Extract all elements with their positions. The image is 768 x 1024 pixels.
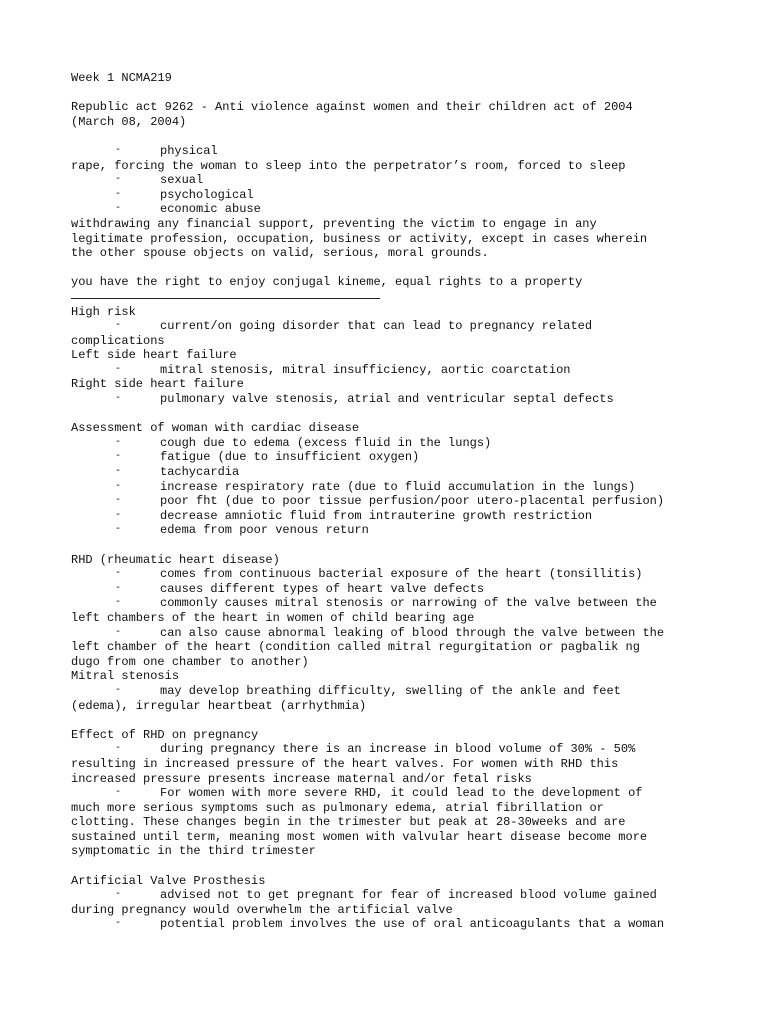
paragraph: rape, forcing the woman to sleep into the perpetrator’s room, forced to sleep — [71, 158, 626, 173]
paragraph: the other spouse objects on valid, serious, moral grounds. — [71, 246, 489, 261]
list-item: - tachycardia — [115, 465, 240, 480]
list-item: - poor fht (due to poor tissue perfusion/poor utero-placental perfusion) — [115, 494, 665, 509]
subsection-title: Left side heart failure — [71, 348, 237, 363]
paragraph: complications — [71, 333, 165, 348]
bullet-icon: - — [115, 466, 122, 478]
subsection-title: Mitral stenosis — [71, 669, 180, 684]
section-title: RHD (rheumatic heart disease) — [71, 552, 280, 567]
bullet-icon: - — [115, 918, 122, 930]
paragraph: clotting. These changes begin in the trimester but peak at 28-30weeks and are — [71, 815, 626, 830]
section-title: Assessment of woman with cardiac disease — [71, 421, 360, 436]
paragraph: resulting in increased pressure of the heart valves. For women with RHD this — [71, 756, 619, 771]
list-item: - increase respiratory rate (due to fluid accumulation in the lungs) — [115, 479, 636, 494]
paragraph: much more serious symptoms such as pulmonary edema, atrial fibrillation or — [71, 800, 604, 815]
bullet-icon: - — [115, 174, 122, 186]
bullet-icon: - — [115, 436, 122, 448]
bullet-icon: - — [115, 626, 122, 638]
rights-note: you have the right to enjoy conjugal kineme, equal rights to a property — [71, 275, 583, 290]
list-item: - mitral stenosis, mitral insufficiency, aortic coarctation — [115, 362, 571, 377]
paragraph: during pregnancy would overwhelm the artificial valve — [71, 902, 453, 917]
bullet-icon: - — [115, 480, 122, 492]
paragraph: left chambers of the heart in women of child bearing age — [71, 610, 475, 625]
law-title: Republic act 9262 - Anti violence against women and their children act of 2004 — [71, 100, 633, 115]
list-item: - potential problem involves the use of oral anticoagulants that a woman — [115, 917, 665, 932]
list-item: - psychological — [115, 187, 254, 202]
paragraph: legitimate profession, occupation, business or activity, except in cases wherein — [71, 231, 648, 246]
paragraph: symptomatic in the third trimester — [71, 844, 316, 859]
list-item: - edema from poor venous return — [115, 523, 369, 538]
list-item: - economic abuse — [115, 202, 261, 217]
bullet-icon: - — [115, 188, 122, 200]
bullet-icon: - — [115, 144, 122, 156]
bullet-icon: - — [115, 889, 122, 901]
bullet-icon: - — [115, 597, 122, 609]
bullet-icon: - — [115, 320, 122, 332]
law-date: (March 08, 2004) — [71, 114, 187, 129]
section-title: Effect of RHD on pregnancy — [71, 727, 259, 742]
list-item: - causes different types of heart valve defects — [115, 581, 485, 596]
bullet-icon: - — [115, 495, 122, 507]
document-body — [71, 71, 711, 932]
list-item: - comes from continuous bacterial exposure of the heart (tonsillitis) — [115, 567, 643, 582]
bullet-icon: - — [115, 582, 122, 594]
bullet-icon: - — [115, 393, 122, 405]
list-item: - pulmonary valve stenosis, atrial and ventricular septal defects — [115, 392, 614, 407]
section-title: High risk — [71, 304, 136, 319]
list-item: - fatigue (due to insufficient oxygen) — [115, 450, 420, 465]
list-item: - current/on going disorder that can lead to pregnancy related — [115, 319, 593, 334]
list-item: - may develop breathing difficulty, swelling of the ankle and feet — [115, 683, 621, 698]
list-item: - during pregnancy there is an increase in blood volume of 30% - 50% — [115, 742, 636, 757]
bullet-icon: - — [115, 524, 122, 536]
list-item: - physical — [115, 143, 218, 158]
list-item: - cough due to edema (excess fluid in the lungs) — [115, 435, 492, 450]
list-item: - commonly causes mitral stenosis or narrowing of the valve between the — [115, 596, 657, 611]
paragraph: left chamber of the heart (condition called mitral regurgitation or pagbalik ng — [71, 640, 640, 655]
bullet-icon: - — [115, 451, 122, 463]
document-header: Week 1 NCMA219 — [71, 71, 172, 85]
list-item: - sexual — [115, 173, 204, 188]
bullet-icon: - — [115, 684, 122, 696]
bullet-icon: - — [115, 363, 122, 375]
list-item: - decrease amniotic fluid from intrauterine growth restriction — [115, 508, 593, 523]
bullet-icon: - — [115, 743, 122, 755]
bullet-icon: - — [115, 568, 122, 580]
paragraph: withdrawing any financial support, preventing the victim to engage in any — [71, 216, 597, 231]
list-item: - For women with more severe RHD, it could lead to the development of — [115, 786, 643, 801]
paragraph: sustained until term, meaning most women with valvular heart disease become more — [71, 829, 648, 844]
bullet-icon: - — [115, 787, 122, 799]
subsection-title: Right side heart failure — [71, 377, 244, 392]
bullet-icon: - — [115, 203, 122, 215]
list-item: - advised not to get pregnant for fear of increased blood volume gained — [115, 888, 657, 903]
list-item: - can also cause abnormal leaking of blood through the valve between the — [115, 625, 665, 640]
section-title: Artificial Valve Prosthesis — [71, 873, 266, 888]
paragraph: increased pressure presents increase maternal and/or fetal risks — [71, 771, 532, 786]
bullet-icon: - — [115, 509, 122, 521]
horizontal-rule — [71, 290, 711, 305]
paragraph: dugo from one chamber to another) — [71, 654, 309, 669]
paragraph: (edema), irregular heartbeat (arrhythmia) — [71, 698, 367, 713]
